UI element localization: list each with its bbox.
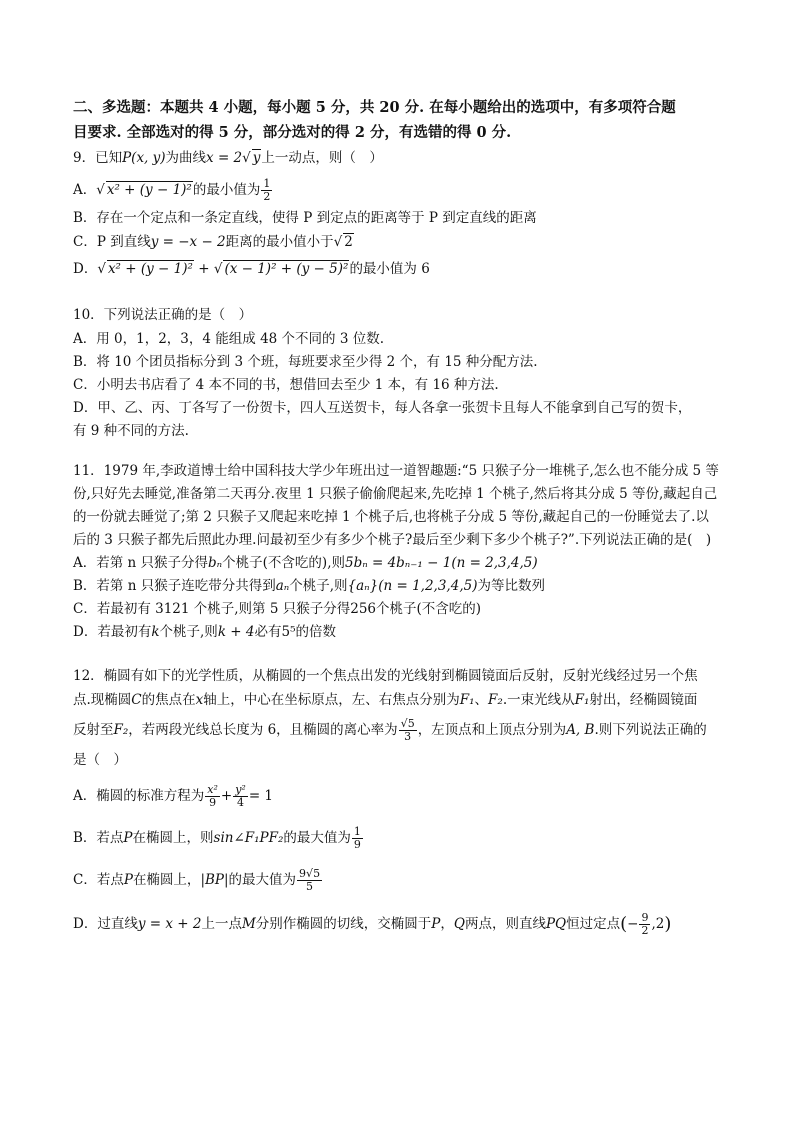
q12-a-plus: + xyxy=(220,788,233,804)
q12-a-frac1 xyxy=(205,784,220,809)
q11-d-suffix: 的倍数 xyxy=(295,624,336,640)
q12-l2-d: .一束光线从 xyxy=(502,692,575,708)
q12-ecc-num: 5 xyxy=(407,717,415,730)
q12-a-label: A．椭圆的标准方程为 xyxy=(73,788,205,804)
q10-option-d-line2: 有 9 种不同的方法. xyxy=(73,423,189,439)
q9-curve: x = 2 xyxy=(206,150,243,166)
q10-option-a: A．用 0，1，2，3，4 能组成 48 个不同的 3 位数. xyxy=(73,331,385,347)
q9-option-c: C．P 到直线y = −x − 2距离的最小值小于√ 2 xyxy=(73,234,353,250)
q9-stem-prefix: 9．已知 xyxy=(73,150,123,166)
q12-a-n1: x² xyxy=(207,783,218,796)
q11-b-suffix: 为等比数列 xyxy=(477,578,545,594)
q12-b-den: 9 xyxy=(353,838,361,851)
q11-c-prefix: C．若最初有 3121 个桃子,则第 5 只猴子分得 xyxy=(73,601,351,617)
q12-l2-c: 轴上，中心在坐标原点，左、右焦点分别为 xyxy=(203,692,460,708)
q9-option-a: A．√ x² + (y − 1)²的最小值为 $\frac{1}{2}$ xyxy=(73,177,271,203)
q11-d-mid: 个桃子,则 xyxy=(159,624,218,640)
q12-c-P: P xyxy=(123,872,133,888)
q12-l3-d: .则下列说法正确的 xyxy=(594,722,707,738)
q12-d-mid4: 恒过定点 xyxy=(566,916,621,932)
q9-a-den: 2 xyxy=(263,190,271,203)
q11-a-eq: 5bₙ = 4bₙ₋₁ − 1 xyxy=(344,555,452,571)
q11-a-cond: (n = 2,3,4,5) xyxy=(451,555,538,571)
q12-l2-sep: 、 xyxy=(474,692,489,708)
q9-a-expr: x² + (y − 1)² xyxy=(106,182,192,198)
q9-c-mid: 距离的最小值小于 xyxy=(225,234,334,250)
q12-l2-F1: F₁ xyxy=(459,692,475,708)
q12-a-frac2 xyxy=(233,784,248,809)
q10-option-b: B．将 10 个团员指标分到 3 个班，每班要求至少得 2 个，有 15 种分配方法. xyxy=(73,354,538,370)
q12-line3 xyxy=(73,718,707,743)
q12-l3-a: 反射至 xyxy=(73,722,114,738)
q12-ecc-den: 3 xyxy=(404,730,412,743)
q12-d-P: P xyxy=(431,916,441,932)
q9-curve-rad: y xyxy=(252,150,261,166)
q12-b-expr: sin∠F₁PF₂ xyxy=(213,830,284,846)
q9-a-label: A． xyxy=(73,182,97,198)
q12-l3-c: ，左顶点和上顶点分别为 xyxy=(417,722,567,738)
q11-line1: 11．1979 年,李政道博士给中国科技大学少年班出过一道智趣题:“5 只猴子分一堆桃子,怎么也不能分成 5 等 xyxy=(73,463,719,479)
q12-line1: 12．椭圆有如下的光学性质，从椭圆的一个焦点出发的光线射到椭圆镜面后反射，反射光线经过另一个焦 xyxy=(73,668,698,684)
q11-a-mid: 个桃子(不含吃的),则 xyxy=(222,555,345,571)
q12-line4: 是（ ） xyxy=(73,752,127,768)
q9-option-d: D．√ x² + (y − 1)² + √ (x − 1)² + (y − 5)²的最小值为 6 xyxy=(73,261,430,277)
q11-b-prefix: B．若第 n 只猴子连吃带分共得到 xyxy=(73,578,276,594)
q9-option-b: B．存在一个定点和一条定直线，使得 P 到定点的距离等于 P 到定直线的距离 xyxy=(73,210,537,226)
q9-point: P(x, y) xyxy=(122,150,166,166)
q9-d-expr2: (x − 1)² + (y − 5)² xyxy=(224,261,349,277)
q9-stem-suffix: 上一动点，则（ ） xyxy=(261,150,383,166)
q12-d-pt-y: 2 xyxy=(655,916,665,932)
q12-l2-F2: F₂ xyxy=(488,692,503,708)
q12-d-fraction xyxy=(639,912,650,937)
q11-d-var: k xyxy=(151,624,160,640)
q11-line4: 后的 3 只猴子都先后照此办理.问最初至少有多少个桃子?最后至少剩下多少个桃子?”.下列说法正确的是( ) xyxy=(73,532,712,548)
section-heading-line1: 二、多选题：本题共 4 小题，每小题 5 分，共 20 分. 在每小题给出的选项中，有多项符合题 xyxy=(73,99,676,116)
q9-d-label: D． xyxy=(73,261,98,277)
q11-option-a xyxy=(73,553,538,573)
q12-a-d1: 9 xyxy=(209,796,217,809)
q11-c-num: 256 xyxy=(350,601,377,617)
q11-b-set: {aₙ}(n = 1,2,3,4,5) xyxy=(347,578,478,594)
q12-c-abs: |BP| xyxy=(200,872,229,888)
q12-l3-F2: F₂ xyxy=(113,722,129,738)
q12-d-sep: ， xyxy=(440,916,454,932)
q11-a-var: bₙ xyxy=(208,555,223,571)
q12-a-n2: y² xyxy=(235,783,246,796)
q9-a-fraction xyxy=(261,178,272,203)
q11-option-b xyxy=(73,576,545,596)
q12-c-mid: 在椭圆上， xyxy=(132,872,201,888)
q10-option-c: C．小明去书店看了 4 本不同的书，想借回去至少 1 本，有 16 种方法. xyxy=(73,377,499,393)
q9-c-line: y = −x − 2 xyxy=(150,234,226,250)
q11-d-prefix: D．若最初有 xyxy=(73,624,152,640)
q12-c-den: 5 xyxy=(306,880,314,893)
q12-l2-b: 的焦点在 xyxy=(141,692,196,708)
q12-l2-F1b: F₁ xyxy=(574,692,590,708)
q12-l3-AB: A, B xyxy=(566,722,595,738)
q12-option-b xyxy=(73,826,364,851)
q12-c-text: 的最大值为 xyxy=(228,872,297,888)
q12-d-Q: Q xyxy=(453,916,465,932)
q11-d-mid2: 必有 xyxy=(254,624,282,640)
q12-a-d2: 4 xyxy=(237,796,244,809)
q9-c-rad: 2 xyxy=(344,234,353,250)
q12-b-fraction xyxy=(352,826,363,851)
q12-l2-x: x xyxy=(195,692,204,708)
q12-l2-a: 点.现椭圆 xyxy=(73,692,132,708)
q12-b-prefix: B．若点 xyxy=(73,830,124,846)
q12-d-mid: 上一点 xyxy=(201,916,242,932)
q9-a-num: 1 xyxy=(263,177,271,190)
q12-l2-e: 射出，经椭圆镜面 xyxy=(589,692,698,708)
q9-stem-mid: 为曲线 xyxy=(165,150,207,166)
q10-option-d-line1: D．甲、乙、丙、丁各写了一份贺卡，四人互送贺卡，每人各拿一张贺卡且每人不能拿到自己写的贺卡， xyxy=(73,400,692,416)
q9-d-text: 的最小值为 6 xyxy=(349,261,430,277)
q11-c-suffix: 个桃子(不含吃的) xyxy=(376,601,482,617)
q11-b-var: aₙ xyxy=(275,578,290,594)
q10-stem: 10．下列说法正确的是（ ） xyxy=(73,307,253,323)
q12-a-eq: = 1 xyxy=(248,788,274,804)
q11-option-d xyxy=(73,622,336,642)
q12-option-d: D．过直线y = x + 2上一点M分别作椭圆的切线，交椭圆于P，Q两点，则直线PQ恒过定点(− $\frac{9}{2}$ ,2) xyxy=(73,911,672,937)
q12-option-a xyxy=(73,784,273,809)
q12-ecc-fraction: $\frac{√5}{3}$ xyxy=(400,717,415,743)
q12-b-num: 1 xyxy=(353,825,361,838)
q12-d-PQ: PQ xyxy=(545,916,567,932)
q12-d-prefix: D．过直线 xyxy=(73,916,138,932)
q12-c-fraction: $\frac{9√5}{5}$ xyxy=(299,867,321,893)
q9-a-text: 的最小值为 xyxy=(192,182,261,198)
q9-c-prefix: C．P 到直线 xyxy=(73,234,151,250)
q11-line3: 的一份就去睡觉了;第 2 只猴子又爬起来吃掉 1 个桃子后,也将桃子分成 5 等份,藏起自己的一份睡觉去了.以 xyxy=(73,509,709,525)
q12-c-num-a: 9 xyxy=(299,867,307,880)
q9-d-expr1: x² + (y − 1)² xyxy=(107,261,193,277)
q11-b-mid: 个桃子,则 xyxy=(289,578,348,594)
section-heading-line2: 目要求. 全部选对的得 5 分，部分选对的得 2 分，有选错的得 0 分. xyxy=(73,124,512,141)
q11-option-c xyxy=(73,599,481,619)
q11-a-prefix: A．若第 n 只猴子分得 xyxy=(73,555,209,571)
q12-l2-C: C xyxy=(131,692,142,708)
q12-d-pt-num: 9 xyxy=(641,911,649,924)
q12-b-mid: 在椭圆上，则 xyxy=(132,830,214,846)
q9-d-plus: + xyxy=(198,261,210,277)
q12-b-text: 的最大值为 xyxy=(283,830,351,846)
q12-c-num-rad: 5 xyxy=(313,867,321,880)
q12-d-M: M xyxy=(241,916,256,932)
q12-line2 xyxy=(73,690,697,710)
q11-d-pow: 5⁵ xyxy=(281,624,296,640)
q12-d-line: y = x + 2 xyxy=(137,916,202,932)
q12-option-c xyxy=(73,868,323,893)
q12-d-mid2: 分别作椭圆的切线，交椭圆于 xyxy=(255,916,432,932)
q11-d-expr: k + 4 xyxy=(217,624,255,640)
q12-l3-b: ，若两段光线总长度为 6，且椭圆的离心率为 xyxy=(128,722,398,738)
q12-d-mid3: 两点，则直线 xyxy=(464,916,546,932)
q11-line2: 份,只好先去睡觉,准备第二天再分.夜里 1 只猴子偷偷爬起来,先吃掉 1 个桃子,然后将其分成 5 等份,藏起自己 xyxy=(73,486,718,502)
q12-d-pt-den: 2 xyxy=(641,924,649,937)
q12-c-prefix: C．若点 xyxy=(73,872,124,888)
q9-stem: 9．已知P(x, y)为曲线x = 2√ y上一动点，则（ ） xyxy=(73,150,383,166)
q12-b-P: P xyxy=(123,830,133,846)
